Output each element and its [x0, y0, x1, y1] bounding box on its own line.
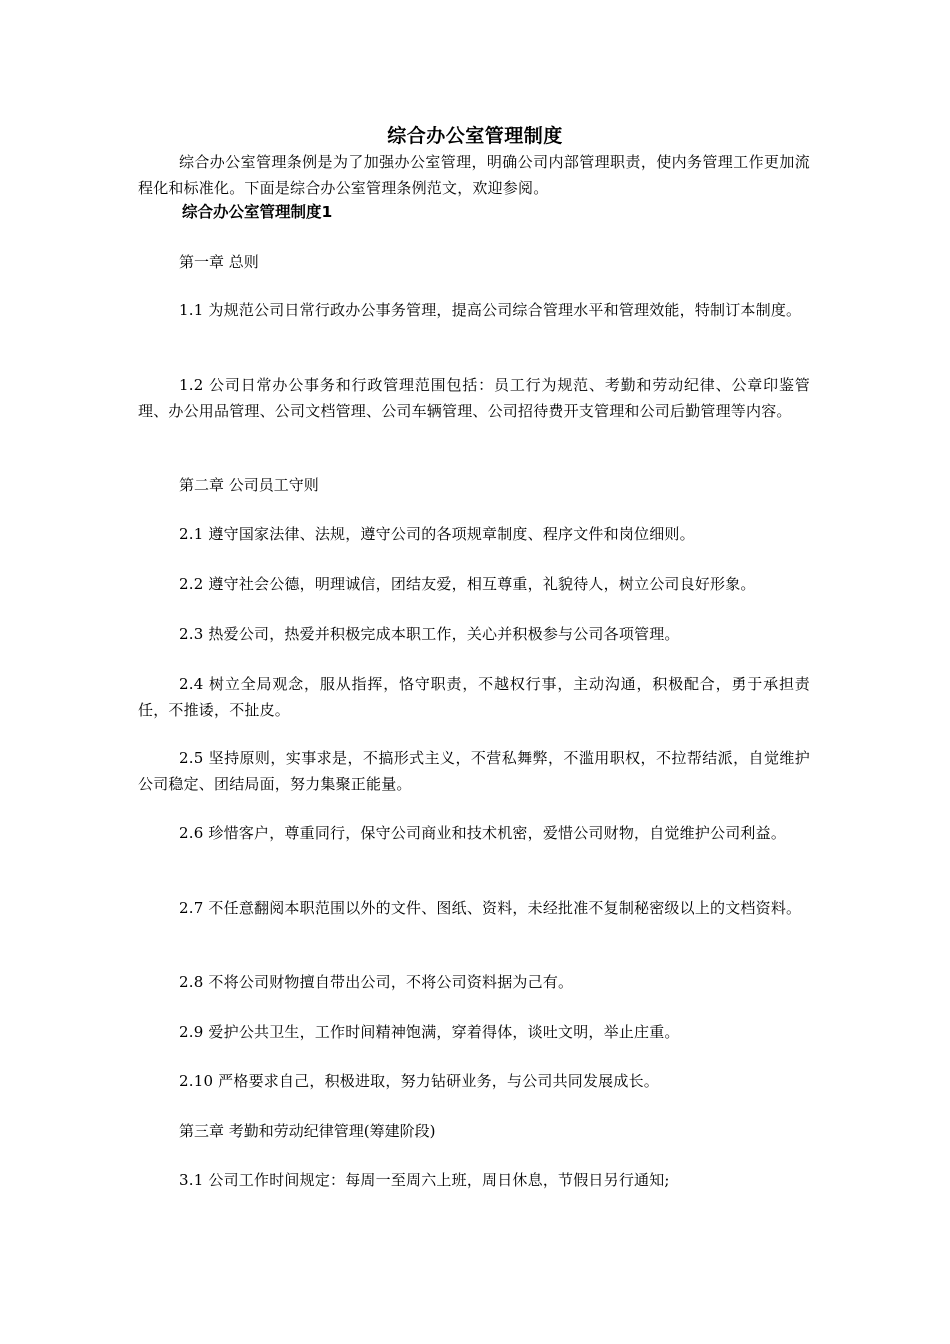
clause-2-5: 2.5 坚持原则，实事求是，不搞形式主义，不营私舞弊，不滥用职权，不拉帮结派，自觉维护公司稳定、团结局面，努力集聚正能量。 [138, 749, 810, 793]
clause-2-10: 2.10 严格要求自己，积极进取，努力钻研业务，与公司共同发展成长。 [179, 1072, 659, 1090]
clause-2-6: 2.6 珍惜客户，尊重同行，保守公司商业和技术机密，爱惜公司财物，自觉维护公司利益。 [179, 824, 787, 842]
document-title: 综合办公室管理制度 [387, 125, 563, 147]
clause-3-1: 3.1 公司工作时间规定：每周一至周六上班，周日休息，节假日另行通知; [179, 1171, 670, 1189]
clause-2-1: 2.1 遵守国家法律、法规，遵守公司的各项规章制度、程序文件和岗位细则。 [179, 525, 695, 543]
intro-paragraph: 综合办公室管理条例是为了加强办公室管理，明确公司内部管理职责，使内务管理工作更加流程化和标准化。下面是综合办公室管理条例范文，欢迎参阅。 [138, 153, 810, 197]
chapter-2-heading: 第二章 公司员工守则 [179, 476, 319, 494]
chapter-1-heading: 第一章 总则 [179, 253, 259, 271]
clause-2-9: 2.9 爱护公共卫生，工作时间精神饱满，穿着得体，谈吐文明，举止庄重。 [179, 1023, 680, 1041]
chapter-3-heading: 第三章 考勤和劳动纪律管理(筹建阶段) [179, 1122, 436, 1140]
clause-1-2: 1.2 公司日常办公事务和行政管理范围包括：员工行为规范、考勤和劳动纪律、公章印鉴管理、办公用品管理、公司文档管理、公司车辆管理、公司招待费开支管理和公司后勤管理等内容。 [138, 376, 810, 420]
clause-2-7: 2.7 不任意翻阅本职范围以外的文件、图纸、资料，未经批准不复制秘密级以上的文档资料。 [179, 899, 802, 917]
clause-2-4: 2.4 树立全局观念，服从指挥，恪守职责，不越权行事，主动沟通，积极配合，勇于承担责任，不推诿，不扯皮。 [138, 675, 810, 719]
clause-2-3: 2.3 热爱公司，热爱并积极完成本职工作，关心并积极参与公司各项管理。 [179, 625, 680, 643]
clause-2-8: 2.8 不将公司财物擅自带出公司，不将公司资料据为己有。 [179, 973, 574, 991]
section-title: 综合办公室管理制度1 [182, 203, 333, 221]
clause-1-1: 1.1 为规范公司日常行政办公事务管理，提高公司综合管理水平和管理效能，特制订本制度。 [179, 301, 802, 319]
clause-2-2: 2.2 遵守社会公德，明理诚信，团结友爱，相互尊重，礼貌待人，树立公司良好形象。 [179, 575, 756, 593]
